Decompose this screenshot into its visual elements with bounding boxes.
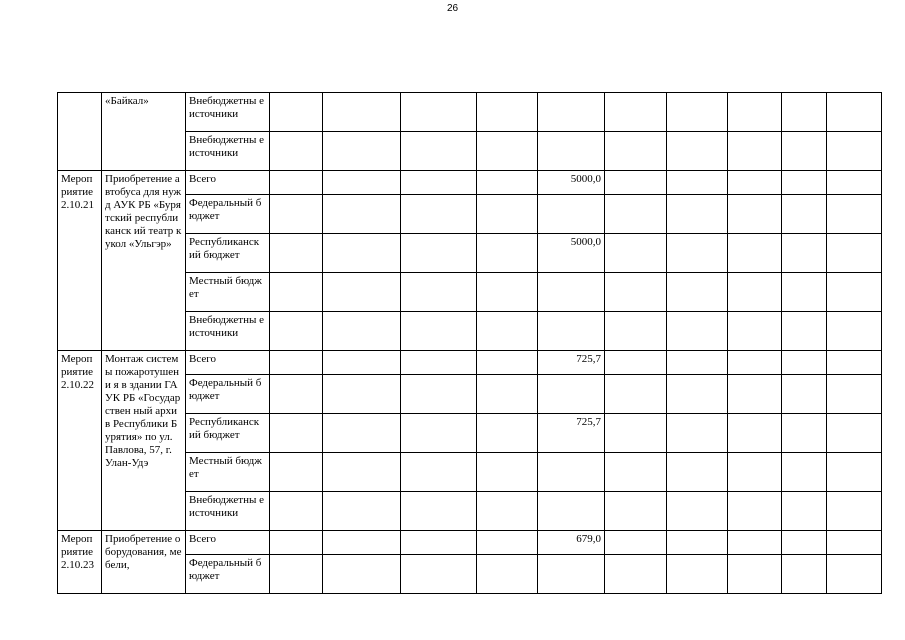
empty-cell: [667, 195, 728, 234]
funding-source: Внебюджетны е источники: [186, 93, 270, 132]
empty-cell: [728, 171, 782, 195]
empty-cell: [728, 195, 782, 234]
empty-cell: [667, 171, 728, 195]
empty-cell: [270, 273, 323, 312]
amount-cell: 5000,0: [538, 171, 605, 195]
table-row: [58, 351, 882, 375]
empty-cell: [667, 234, 728, 273]
empty-cell: [728, 312, 782, 351]
empty-cell: [323, 531, 401, 555]
empty-cell: [477, 351, 538, 375]
empty-cell: [323, 93, 401, 132]
empty-cell: [782, 555, 827, 594]
empty-cell: [667, 555, 728, 594]
funding-source: Внебюджетны е источники: [186, 492, 270, 531]
amount-cell: 679,0: [538, 531, 605, 555]
empty-cell: [827, 453, 882, 492]
empty-cell: [323, 555, 401, 594]
empty-cell: [605, 132, 667, 171]
empty-cell: [827, 492, 882, 531]
empty-cell: [323, 171, 401, 195]
empty-cell: [605, 234, 667, 273]
empty-cell: [782, 531, 827, 555]
empty-cell: [782, 171, 827, 195]
event-code: Мероп риятие 2.10.22: [58, 351, 102, 531]
amount-cell: [538, 375, 605, 414]
amount-cell: [538, 312, 605, 351]
empty-cell: [728, 492, 782, 531]
table-row: [58, 93, 882, 132]
empty-cell: [605, 492, 667, 531]
empty-cell: [782, 351, 827, 375]
empty-cell: [477, 93, 538, 132]
empty-cell: [728, 234, 782, 273]
empty-cell: [401, 351, 477, 375]
event-description: Монтаж системы пожаротушени я в здании ГАУК РБ «Государствен ный архив Республики Бурятия» по ул. Павлова, 57, г. Улан-Удэ: [102, 351, 186, 531]
empty-cell: [605, 312, 667, 351]
empty-cell: [728, 351, 782, 375]
empty-cell: [667, 375, 728, 414]
empty-cell: [605, 351, 667, 375]
empty-cell: [323, 273, 401, 312]
empty-cell: [401, 132, 477, 171]
empty-cell: [827, 531, 882, 555]
event-description: Приобретение оборудования, мебели,: [102, 531, 186, 594]
empty-cell: [827, 132, 882, 171]
empty-cell: [477, 171, 538, 195]
empty-cell: [270, 132, 323, 171]
empty-cell: [782, 93, 827, 132]
empty-cell: [782, 195, 827, 234]
funding-source: Всего: [186, 531, 270, 555]
empty-cell: [782, 414, 827, 453]
funding-source: Внебюджетны е источники: [186, 312, 270, 351]
empty-cell: [401, 453, 477, 492]
event-description: Приобретение автобуса для нужд АУК РБ «Бурятский республиканск ий театр кукол «Ульгэр»: [102, 171, 186, 351]
empty-cell: [667, 312, 728, 351]
empty-cell: [827, 414, 882, 453]
empty-cell: [477, 555, 538, 594]
empty-cell: [477, 195, 538, 234]
empty-cell: [270, 195, 323, 234]
empty-cell: [827, 375, 882, 414]
empty-cell: [270, 531, 323, 555]
empty-cell: [477, 312, 538, 351]
amount-cell: [538, 195, 605, 234]
empty-cell: [827, 93, 882, 132]
empty-cell: [401, 93, 477, 132]
funding-source: Местный бюджет: [186, 273, 270, 312]
empty-cell: [827, 171, 882, 195]
empty-cell: [401, 273, 477, 312]
empty-cell: [477, 414, 538, 453]
funding-source: Внебюджетны е источники: [186, 132, 270, 171]
empty-cell: [270, 414, 323, 453]
empty-cell: [667, 453, 728, 492]
empty-cell: [477, 132, 538, 171]
empty-cell: [477, 375, 538, 414]
empty-cell: [323, 414, 401, 453]
empty-cell: [401, 375, 477, 414]
empty-cell: [323, 234, 401, 273]
empty-cell: [323, 195, 401, 234]
amount-cell: [538, 273, 605, 312]
empty-cell: [477, 492, 538, 531]
empty-cell: [667, 492, 728, 531]
empty-cell: [827, 351, 882, 375]
empty-cell: [728, 93, 782, 132]
empty-cell: [270, 234, 323, 273]
empty-cell: [605, 414, 667, 453]
funding-source: Местный бюджет: [186, 453, 270, 492]
empty-cell: [270, 453, 323, 492]
empty-cell: [477, 234, 538, 273]
empty-cell: [270, 93, 323, 132]
empty-cell: [270, 171, 323, 195]
empty-cell: [401, 414, 477, 453]
empty-cell: [605, 453, 667, 492]
amount-cell: [538, 453, 605, 492]
empty-cell: [477, 531, 538, 555]
empty-cell: [667, 351, 728, 375]
budget-table: [57, 92, 882, 594]
empty-cell: [270, 351, 323, 375]
empty-cell: [827, 195, 882, 234]
empty-cell: [667, 132, 728, 171]
empty-cell: [605, 171, 667, 195]
empty-cell: [667, 414, 728, 453]
empty-cell: [728, 555, 782, 594]
amount-cell: [538, 93, 605, 132]
empty-cell: [605, 531, 667, 555]
empty-cell: [728, 531, 782, 555]
empty-cell: [401, 234, 477, 273]
empty-cell: [605, 93, 667, 132]
empty-cell: [270, 375, 323, 414]
table-row: [58, 531, 882, 555]
empty-cell: [323, 492, 401, 531]
empty-cell: [401, 195, 477, 234]
empty-cell: [401, 171, 477, 195]
empty-cell: [827, 273, 882, 312]
empty-cell: [782, 132, 827, 171]
empty-cell: [605, 555, 667, 594]
empty-cell: [728, 453, 782, 492]
event-code: Мероп риятие 2.10.21: [58, 171, 102, 351]
event-code: [58, 93, 102, 171]
amount-cell: 725,7: [538, 414, 605, 453]
empty-cell: [401, 555, 477, 594]
empty-cell: [401, 312, 477, 351]
empty-cell: [827, 555, 882, 594]
amount-cell: [538, 132, 605, 171]
page-number: 26: [446, 3, 459, 14]
empty-cell: [667, 531, 728, 555]
empty-cell: [605, 273, 667, 312]
funding-source: Федеральный бюджет: [186, 375, 270, 414]
amount-cell: [538, 555, 605, 594]
amount-cell: [538, 492, 605, 531]
empty-cell: [401, 492, 477, 531]
empty-cell: [270, 555, 323, 594]
empty-cell: [728, 132, 782, 171]
table-row: [58, 171, 882, 195]
empty-cell: [728, 375, 782, 414]
empty-cell: [605, 375, 667, 414]
empty-cell: [667, 273, 728, 312]
empty-cell: [728, 273, 782, 312]
empty-cell: [477, 273, 538, 312]
empty-cell: [323, 453, 401, 492]
empty-cell: [270, 312, 323, 351]
empty-cell: [605, 195, 667, 234]
funding-source: Федеральный бюджет: [186, 195, 270, 234]
empty-cell: [782, 453, 827, 492]
amount-cell: 5000,0: [538, 234, 605, 273]
funding-source: Федеральный бюджет: [186, 555, 270, 594]
empty-cell: [782, 492, 827, 531]
funding-source: Всего: [186, 171, 270, 195]
empty-cell: [323, 132, 401, 171]
funding-source: Республиканск ий бюджет: [186, 234, 270, 273]
empty-cell: [270, 492, 323, 531]
empty-cell: [401, 531, 477, 555]
empty-cell: [323, 312, 401, 351]
empty-cell: [782, 234, 827, 273]
empty-cell: [827, 312, 882, 351]
event-code: Мероп риятие 2.10.23: [58, 531, 102, 594]
empty-cell: [782, 312, 827, 351]
empty-cell: [323, 351, 401, 375]
empty-cell: [667, 93, 728, 132]
event-description: «Байкал»: [102, 93, 186, 171]
empty-cell: [323, 375, 401, 414]
funding-source: Всего: [186, 351, 270, 375]
funding-source: Республиканск ий бюджет: [186, 414, 270, 453]
empty-cell: [782, 273, 827, 312]
empty-cell: [477, 453, 538, 492]
empty-cell: [827, 234, 882, 273]
empty-cell: [728, 414, 782, 453]
amount-cell: 725,7: [538, 351, 605, 375]
empty-cell: [782, 375, 827, 414]
